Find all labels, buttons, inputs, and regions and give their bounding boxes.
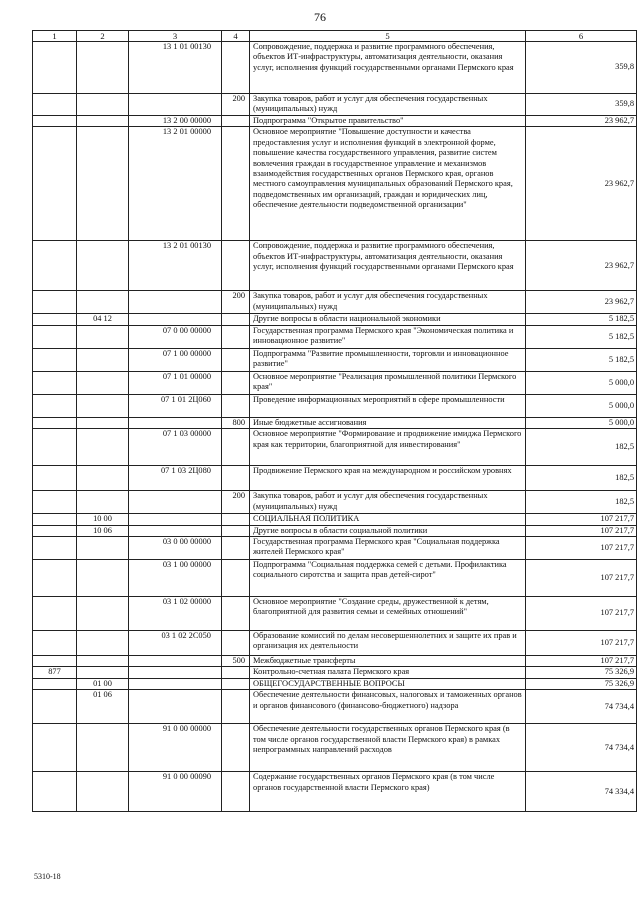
table-cell-col-3: 91 0 00 00000 (129, 724, 222, 772)
table-cell-col-6: 182,5 (526, 491, 637, 514)
header-col-6: 6 (526, 31, 637, 42)
table-cell-col-3: 03 1 00 00000 (129, 560, 222, 597)
table-cell-col-1 (33, 631, 77, 656)
table-cell-col-4 (222, 371, 250, 394)
table-cell-col-4 (222, 772, 250, 812)
table-cell-col-5: Основное мероприятие "Формирование и продвижение имиджа Пермского края как территории, благоприятной для инвестирования" (250, 429, 526, 466)
table-cell-col-6: 23 962,7 (526, 291, 637, 314)
table-cell-col-6: 5 000,0 (526, 394, 637, 417)
table-cell-col-5: Обеспечение деятельности финансовых, налоговых и таможенных органов и органов финансового (финансово-бюджетного) надзора (250, 690, 526, 724)
footer-code: 5310-18 (34, 872, 61, 881)
table-cell-col-3 (129, 417, 222, 428)
table-cell-col-3: 13 2 01 00130 (129, 241, 222, 291)
table-cell-col-6: 107 217,7 (526, 656, 637, 667)
table-cell-col-4 (222, 429, 250, 466)
table-cell-col-2 (77, 491, 129, 514)
table-cell-col-5: Основное мероприятие "Реализация промышленной политики Пермского края" (250, 371, 526, 394)
table-cell-col-6: 75 326,9 (526, 678, 637, 689)
table-cell-col-4 (222, 116, 250, 127)
table-row (33, 514, 637, 525)
table-cell-col-1 (33, 94, 77, 116)
table-cell-col-5: Образование комиссий по делам несовершеннолетних и защите их прав и организация их деятельности (250, 631, 526, 656)
table-cell-col-3 (129, 656, 222, 667)
table-cell-col-1 (33, 241, 77, 291)
table-cell-col-4: 200 (222, 94, 250, 116)
table-cell-col-1 (33, 678, 77, 689)
table-cell-col-4: 200 (222, 291, 250, 314)
table-row (33, 678, 637, 689)
table-cell-col-1 (33, 560, 77, 597)
table-cell-col-2 (77, 597, 129, 631)
table-cell-col-4 (222, 394, 250, 417)
table-cell-col-3: 03 1 02 2С050 (129, 631, 222, 656)
table-cell-col-4 (222, 537, 250, 560)
table-row (33, 314, 637, 325)
table-cell-col-3 (129, 678, 222, 689)
table-cell-col-3: 13 2 00 00000 (129, 116, 222, 127)
table-cell-col-1 (33, 116, 77, 127)
table-cell-col-5: Основное мероприятие "Создание среды, дружественной к детям, благоприятной для развития семьи и семейных отношений" (250, 597, 526, 631)
table-cell-col-5: Сопровождение, поддержка и развитие программного обеспечения, объектов ИТ-инфраструктуры, автоматизация деятельности, оказания услуг, исполнения функций государственными органами Пермского края (250, 241, 526, 291)
table-cell-col-1 (33, 314, 77, 325)
header-col-1: 1 (33, 31, 77, 42)
table-cell-col-2 (77, 656, 129, 667)
table-cell-col-5: Подпрограмма "Развитие промышленности, торговли и инновационное развитие" (250, 348, 526, 371)
table-row (33, 429, 637, 466)
table-cell-col-2 (77, 371, 129, 394)
header-col-5: 5 (250, 31, 526, 42)
table-cell-col-5: Закупка товаров, работ и услуг для обеспечения государственных (муниципальных) нужд (250, 94, 526, 116)
table-cell-col-2 (77, 667, 129, 678)
table-cell-col-3 (129, 667, 222, 678)
table-body (33, 42, 637, 812)
table-cell-col-5: Закупка товаров, работ и услуг для обеспечения государственных (муниципальных) нужд (250, 291, 526, 314)
table-cell-col-3: 13 2 01 00000 (129, 127, 222, 241)
table-row (33, 94, 637, 116)
table-cell-col-2: 10 00 (77, 514, 129, 525)
table-row (33, 597, 637, 631)
table-cell-col-1 (33, 656, 77, 667)
table-cell-col-1 (33, 325, 77, 348)
table-cell-col-3 (129, 291, 222, 314)
table-cell-col-6: 5 182,5 (526, 314, 637, 325)
table-cell-col-1 (33, 417, 77, 428)
table-cell-col-1 (33, 724, 77, 772)
table-row (33, 631, 637, 656)
table-row (33, 724, 637, 772)
table-cell-col-1 (33, 466, 77, 491)
table-cell-col-2 (77, 348, 129, 371)
table-row (33, 656, 637, 667)
table-cell-col-6: 74 734,4 (526, 724, 637, 772)
table-cell-col-3: 07 1 03 2Ц080 (129, 466, 222, 491)
table-cell-col-4 (222, 241, 250, 291)
table-cell-col-4 (222, 525, 250, 536)
table-row (33, 537, 637, 560)
table-cell-col-1 (33, 537, 77, 560)
table-cell-col-5: Государственная программа Пермского края "Социальная поддержка жителей Пермского края" (250, 537, 526, 560)
table-cell-col-1 (33, 348, 77, 371)
table-cell-col-3: 07 1 01 2Ц060 (129, 394, 222, 417)
table-cell-col-6: 107 217,7 (526, 525, 637, 536)
table-cell-col-2 (77, 772, 129, 812)
table-cell-col-6: 5 182,5 (526, 325, 637, 348)
table-cell-col-4 (222, 667, 250, 678)
table-cell-col-6: 5 000,0 (526, 371, 637, 394)
table-cell-col-3: 03 1 02 00000 (129, 597, 222, 631)
table-cell-col-2 (77, 429, 129, 466)
table-cell-col-3: 91 0 00 00090 (129, 772, 222, 812)
table-cell-col-4: 800 (222, 417, 250, 428)
table-cell-col-2: 01 00 (77, 678, 129, 689)
table-cell-col-2 (77, 631, 129, 656)
table-cell-col-2: 04 12 (77, 314, 129, 325)
header-row (33, 31, 637, 42)
table-cell-col-4 (222, 631, 250, 656)
table-cell-col-6: 23 962,7 (526, 127, 637, 241)
header-col-4: 4 (222, 31, 250, 42)
table-cell-col-6: 359,8 (526, 42, 637, 94)
table-cell-col-4 (222, 325, 250, 348)
table-cell-col-5: Иные бюджетные ассигнования (250, 417, 526, 428)
table-cell-col-3 (129, 491, 222, 514)
table-cell-col-3 (129, 525, 222, 536)
table-cell-col-1 (33, 491, 77, 514)
table-row (33, 127, 637, 241)
table-cell-col-6: 107 217,7 (526, 631, 637, 656)
table-cell-col-3: 13 1 01 00130 (129, 42, 222, 94)
table-cell-col-2: 10 06 (77, 525, 129, 536)
table-cell-col-4 (222, 724, 250, 772)
table-cell-col-1 (33, 597, 77, 631)
table-cell-col-4 (222, 560, 250, 597)
table-cell-col-1 (33, 772, 77, 812)
table-cell-col-6: 5 000,0 (526, 417, 637, 428)
table-row (33, 291, 637, 314)
table-row (33, 525, 637, 536)
table-cell-col-1 (33, 525, 77, 536)
table-cell-col-1 (33, 690, 77, 724)
table-cell-col-3: 07 1 00 00000 (129, 348, 222, 371)
table-cell-col-3 (129, 690, 222, 724)
table-cell-col-5: Продвижение Пермского края на международном и российском уровнях (250, 466, 526, 491)
table-cell-col-5: Подпрограмма "Открытое правительство" (250, 116, 526, 127)
table-cell-col-1 (33, 514, 77, 525)
table-cell-col-3: 07 1 03 00000 (129, 429, 222, 466)
table-cell-col-5: Сопровождение, поддержка и развитие программного обеспечения, объектов ИТ-инфраструктуры, автоматизация деятельности, оказания услуг, исполнения функций государственными органами Пермского края (250, 42, 526, 94)
table-cell-col-5: Межбюджетные трансферты (250, 656, 526, 667)
table-cell-col-2 (77, 94, 129, 116)
header-col-3: 3 (129, 31, 222, 42)
table-cell-col-5: Основное мероприятие "Повышение доступности и качества предоставления услуг и исполнения функций в электронной форме, повышение качества государственного управления, развитие систем вовлечения граждан в государственное управление и механизмов взаимодействия государственных органов Пермского края, органов местного самоуправления муниципальных образований Пермского края, подведомственных им организаций, граждан и юридических лиц, обеспечение деятельности подведомственной организации" (250, 127, 526, 241)
table-row (33, 491, 637, 514)
table-cell-col-6: 5 182,5 (526, 348, 637, 371)
table-cell-col-6: 107 217,7 (526, 514, 637, 525)
table-cell-col-2 (77, 291, 129, 314)
table-cell-col-3 (129, 94, 222, 116)
table-cell-col-6: 23 962,7 (526, 116, 637, 127)
table-cell-col-2: 01 06 (77, 690, 129, 724)
table-row (33, 667, 637, 678)
header-col-2: 2 (77, 31, 129, 42)
table-cell-col-3: 07 1 01 00000 (129, 371, 222, 394)
table-cell-col-4 (222, 514, 250, 525)
table-row (33, 241, 637, 291)
table-cell-col-5: Закупка товаров, работ и услуг для обеспечения государственных (муниципальных) нужд (250, 491, 526, 514)
table-cell-col-4: 200 (222, 491, 250, 514)
table-cell-col-6: 107 217,7 (526, 560, 637, 597)
table-cell-col-2 (77, 42, 129, 94)
table-row (33, 42, 637, 94)
table-cell-col-5: СОЦИАЛЬНАЯ ПОЛИТИКА (250, 514, 526, 525)
table-cell-col-4 (222, 690, 250, 724)
table-cell-col-2 (77, 394, 129, 417)
table-cell-col-4 (222, 314, 250, 325)
table-cell-col-6: 75 326,9 (526, 667, 637, 678)
table-cell-col-1 (33, 371, 77, 394)
table-row (33, 325, 637, 348)
table-row (33, 466, 637, 491)
table-cell-col-5: ОБЩЕГОСУДАРСТВЕННЫЕ ВОПРОСЫ (250, 678, 526, 689)
table-cell-col-5: Другие вопросы в области национальной экономики (250, 314, 526, 325)
table-cell-col-1 (33, 291, 77, 314)
table-cell-col-2 (77, 560, 129, 597)
table-cell-col-6: 182,5 (526, 429, 637, 466)
table-row (33, 560, 637, 597)
page-number: 76 (314, 10, 326, 24)
table-cell-col-6: 359,8 (526, 94, 637, 116)
table-cell-col-2 (77, 537, 129, 560)
budget-table (32, 30, 637, 812)
table-cell-col-1: 877 (33, 667, 77, 678)
table-cell-col-3: 03 0 00 00000 (129, 537, 222, 560)
table-cell-col-4 (222, 127, 250, 241)
table-cell-col-5: Содержание государственных органов Пермского края (в том числе органов государственной власти Пермского края) (250, 772, 526, 812)
table-row (33, 690, 637, 724)
table-cell-col-4: 500 (222, 656, 250, 667)
table-cell-col-6: 107 217,7 (526, 597, 637, 631)
table-row (33, 348, 637, 371)
table-cell-col-5: Проведение информационных мероприятий в сфере промышленности (250, 394, 526, 417)
table-cell-col-2 (77, 241, 129, 291)
table-cell-col-4 (222, 678, 250, 689)
table-cell-col-5: Другие вопросы в области социальной политики (250, 525, 526, 536)
table-cell-col-3 (129, 314, 222, 325)
table-cell-col-2 (77, 466, 129, 491)
table-cell-col-5: Контрольно-счетная палата Пермского края (250, 667, 526, 678)
table-cell-col-1 (33, 429, 77, 466)
table-cell-col-4 (222, 466, 250, 491)
table-cell-col-2 (77, 116, 129, 127)
table-cell-col-3 (129, 514, 222, 525)
table-cell-col-6: 182,5 (526, 466, 637, 491)
table-cell-col-4 (222, 348, 250, 371)
table-row (33, 371, 637, 394)
table-row (33, 394, 637, 417)
table-cell-col-2 (77, 325, 129, 348)
table-cell-col-5: Подпрограмма "Социальная поддержка семей с детьми. Профилактика социального сиротства и защита прав детей-сирот" (250, 560, 526, 597)
table-cell-col-1 (33, 394, 77, 417)
table-cell-col-4 (222, 597, 250, 631)
table-cell-col-5: Обеспечение деятельности государственных органов Пермского края (в том числе органов государственной власти Пермского края) в рамках непрограммных направлений расходов (250, 724, 526, 772)
table-row (33, 116, 637, 127)
table-cell-col-6: 74 334,4 (526, 772, 637, 812)
table-row (33, 417, 637, 428)
table-cell-col-2 (77, 724, 129, 772)
table-cell-col-2 (77, 127, 129, 241)
table-cell-col-3: 07 0 00 00000 (129, 325, 222, 348)
table-row (33, 772, 637, 812)
table-cell-col-6: 74 734,4 (526, 690, 637, 724)
table-cell-col-2 (77, 417, 129, 428)
table-cell-col-1 (33, 42, 77, 94)
table-cell-col-4 (222, 42, 250, 94)
table-cell-col-5: Государственная программа Пермского края "Экономическая политика и инновационное развитие" (250, 325, 526, 348)
table-cell-col-6: 107 217,7 (526, 537, 637, 560)
table-cell-col-6: 23 962,7 (526, 241, 637, 291)
table-cell-col-1 (33, 127, 77, 241)
